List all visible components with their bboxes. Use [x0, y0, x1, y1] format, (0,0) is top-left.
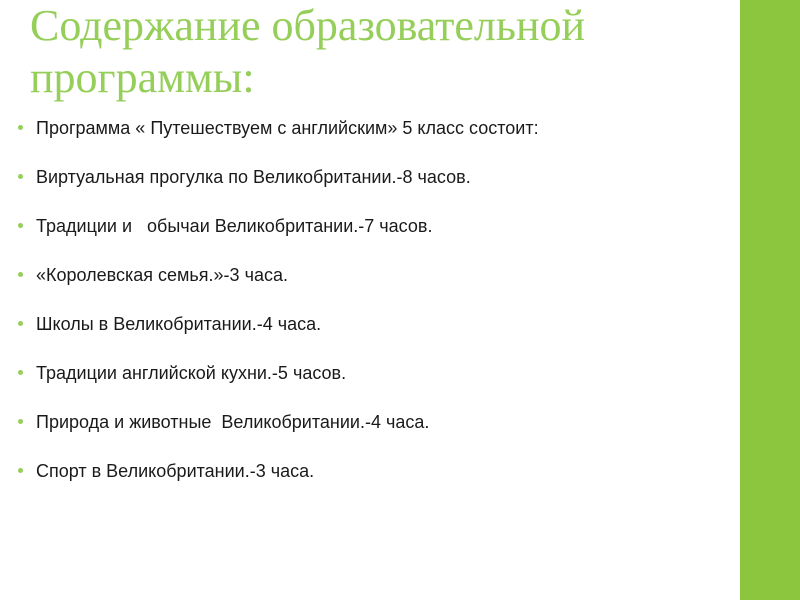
bullet-item — [18, 216, 728, 265]
bullet-text: Традиции и обычаи Великобритании.-7 часов. — [36, 216, 433, 236]
bullet-item — [18, 167, 728, 216]
bullet-icon — [18, 370, 23, 375]
bullet-icon — [18, 419, 23, 424]
bullet-list — [18, 118, 728, 510]
bullet-icon — [18, 468, 23, 473]
bullet-text: Виртуальная прогулка по Великобритании.-8 часов. — [36, 167, 471, 187]
bullet-text: Программа « Путешествуем с английским» 5 класс состоит: — [36, 118, 539, 138]
bullet-icon — [18, 321, 23, 326]
bullet-item — [18, 461, 728, 510]
slide-title: Содержание образовательной программы: — [30, 1, 586, 102]
bullet-icon — [18, 272, 23, 277]
bullet-item — [18, 363, 728, 412]
bullet-item — [18, 265, 728, 314]
bullet-icon — [18, 174, 23, 179]
bullet-item — [18, 314, 728, 363]
bullet-text: Природа и животные Великобритании.-4 часа. — [36, 412, 430, 432]
bullet-icon — [18, 223, 23, 228]
bullet-text: «Королевская семья.»-3 часа. — [36, 265, 288, 285]
page-number: 11 — [752, 506, 767, 522]
bullet-text: Спорт в Великобритании.-3 часа. — [36, 461, 315, 481]
accent-sidebar — [740, 0, 800, 600]
bullet-text: Традиции английской кухни.-5 часов. — [36, 363, 347, 383]
bullet-item — [18, 118, 728, 167]
bullet-icon — [18, 125, 23, 130]
bullet-text: Школы в Великобритании.-4 часа. — [36, 314, 322, 334]
bullet-item — [18, 412, 728, 461]
